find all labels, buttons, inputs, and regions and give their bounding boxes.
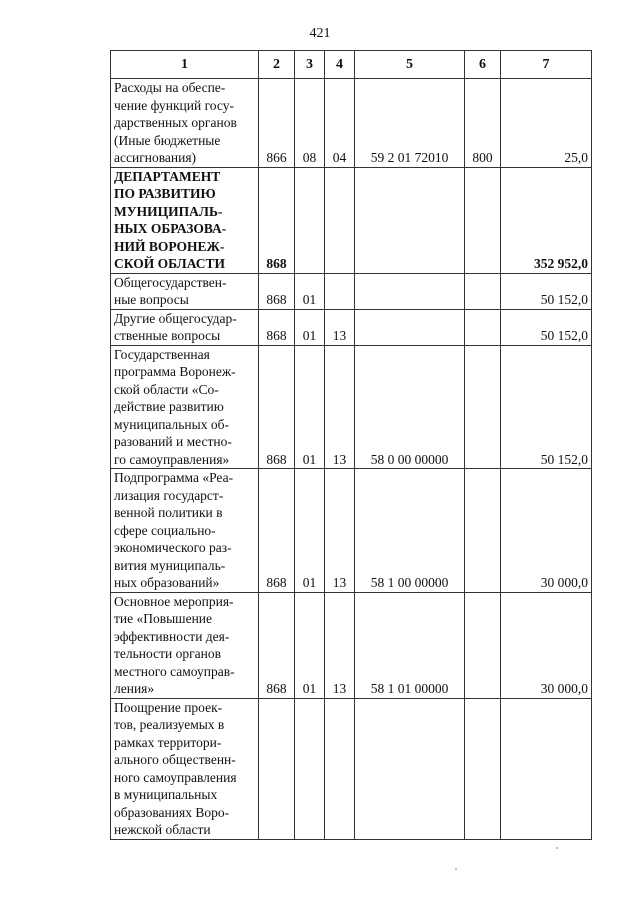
cell-amount: 50 152,0 xyxy=(501,273,592,309)
column-header-6: 6 xyxy=(465,51,501,79)
description-line: (Иные бюджетные xyxy=(114,132,221,148)
cell-target-item: 59 2 01 72010 xyxy=(355,79,465,168)
description-line: ления» xyxy=(114,681,155,696)
row-description xyxy=(111,592,259,698)
cell-amount: 30 000,0 xyxy=(501,469,592,593)
cell-amount xyxy=(501,698,592,839)
description-line: эффективности дея- xyxy=(114,628,230,644)
description-line: ДЕПАРТАМЕНТ xyxy=(114,168,221,184)
description-line: ного самоуправления xyxy=(114,769,237,785)
row-description xyxy=(111,698,259,839)
cell-amount: 30 000,0 xyxy=(501,592,592,698)
cell-subsection xyxy=(325,167,355,273)
description-line: образованиях Воро- xyxy=(114,804,230,820)
cell-ministry-code: 866 xyxy=(259,79,295,168)
description-line: венной политики в xyxy=(114,505,223,520)
cell-target-item xyxy=(355,273,465,309)
cell-ministry-code xyxy=(259,698,295,839)
description-line: тов, реализуемых в xyxy=(114,717,225,732)
cell-section xyxy=(295,167,325,273)
column-header-7: 7 xyxy=(501,51,592,79)
cell-expense-type xyxy=(465,273,501,309)
cell-target-item xyxy=(355,167,465,273)
description-line: дарственных органов xyxy=(114,115,237,130)
cell-expense-type xyxy=(465,167,501,273)
table-body xyxy=(111,79,592,840)
page-number: 421 xyxy=(309,26,331,41)
cell-target-item: 58 0 00 00000 xyxy=(355,345,465,469)
description-line: местного самоуправ- xyxy=(114,663,235,679)
table-row xyxy=(111,167,592,273)
column-header-2: 2 xyxy=(259,51,295,79)
column-header-3: 3 xyxy=(295,51,325,79)
cell-ministry-code: 868 xyxy=(259,167,295,273)
description-line: муниципальных об- xyxy=(114,416,229,432)
cell-section xyxy=(295,698,325,839)
table-row xyxy=(111,592,592,698)
table-row xyxy=(111,309,592,345)
cell-ministry-code: 868 xyxy=(259,469,295,593)
description-line: ных образований» xyxy=(114,575,220,590)
description-line: Подпрограмма «Реа- xyxy=(114,470,234,485)
description-line: Другие общегосудар- xyxy=(114,310,237,326)
scan-speck xyxy=(455,868,457,870)
column-header-4: 4 xyxy=(325,51,355,79)
cell-subsection: 04 xyxy=(325,79,355,168)
description-line: сфере социально- xyxy=(114,522,216,538)
cell-section: 08 xyxy=(295,79,325,168)
cell-subsection xyxy=(325,273,355,309)
cell-section: 01 xyxy=(295,592,325,698)
cell-expense-type xyxy=(465,592,501,698)
description-line: НЫХ ОБРАЗОВА- xyxy=(114,221,227,236)
budget-table xyxy=(110,50,592,840)
cell-target-item xyxy=(355,698,465,839)
description-line: действие развитию xyxy=(114,399,224,414)
table-row xyxy=(111,273,592,309)
description-line: разований и местно- xyxy=(114,434,232,449)
cell-expense-type xyxy=(465,469,501,593)
cell-subsection: 13 xyxy=(325,469,355,593)
cell-ministry-code: 868 xyxy=(259,592,295,698)
column-header-1: 1 xyxy=(111,51,259,79)
description-line: ассигнования) xyxy=(114,150,197,165)
table-row xyxy=(111,469,592,593)
description-line: Поощрение проек- xyxy=(114,699,223,715)
cell-ministry-code: 868 xyxy=(259,309,295,345)
description-line: рамках территори- xyxy=(114,734,222,750)
description-line: Государственная xyxy=(114,346,210,362)
description-line: го самоуправления» xyxy=(114,451,230,467)
cell-subsection: 13 xyxy=(325,309,355,345)
cell-section: 01 xyxy=(295,309,325,345)
cell-subsection: 13 xyxy=(325,345,355,469)
description-line: Расходы на обеспе- xyxy=(114,80,226,95)
description-line: нежской области xyxy=(114,822,211,837)
description-line: лизация государст- xyxy=(114,487,224,503)
cell-target-item: 58 1 01 00000 xyxy=(355,592,465,698)
cell-section: 01 xyxy=(295,345,325,469)
cell-target-item: 58 1 00 00000 xyxy=(355,469,465,593)
description-line: ской области «Со- xyxy=(114,381,219,397)
scan-speck xyxy=(556,847,558,849)
description-line: Основное мероприя- xyxy=(114,593,234,609)
row-description xyxy=(111,309,259,345)
description-line: ПО РАЗВИТИЮ xyxy=(114,186,216,201)
cell-expense-type xyxy=(465,309,501,345)
row-description xyxy=(111,469,259,593)
cell-subsection xyxy=(325,698,355,839)
description-line: вития муниципаль- xyxy=(114,557,226,573)
description-line: ального общественн- xyxy=(114,752,236,767)
description-line: Общегосударствен- xyxy=(114,274,227,290)
description-line: СКОЙ ОБЛАСТИ xyxy=(114,256,226,271)
row-description xyxy=(111,273,259,309)
row-description xyxy=(111,345,259,469)
description-line: МУНИЦИПАЛЬ- xyxy=(114,203,223,219)
cell-amount: 352 952,0 xyxy=(501,167,592,273)
column-header-5: 5 xyxy=(355,51,465,79)
description-line: чение функций госу- xyxy=(114,97,234,113)
cell-expense-type: 800 xyxy=(465,79,501,168)
cell-subsection: 13 xyxy=(325,592,355,698)
row-description xyxy=(111,167,259,273)
table-header-row xyxy=(111,51,592,79)
cell-amount: 50 152,0 xyxy=(501,309,592,345)
cell-ministry-code: 868 xyxy=(259,273,295,309)
table-row xyxy=(111,698,592,839)
description-line: экономического раз- xyxy=(114,540,232,555)
table-row xyxy=(111,79,592,168)
cell-expense-type xyxy=(465,698,501,839)
description-line: ственные вопросы xyxy=(114,328,221,343)
cell-amount: 25,0 xyxy=(501,79,592,168)
cell-section: 01 xyxy=(295,469,325,593)
description-line: тельности органов xyxy=(114,646,221,661)
table-row xyxy=(111,345,592,469)
cell-expense-type xyxy=(465,345,501,469)
cell-amount: 50 152,0 xyxy=(501,345,592,469)
description-line: тие «Повышение xyxy=(114,611,213,626)
description-line: ные вопросы xyxy=(114,292,189,307)
description-line: в муниципальных xyxy=(114,787,218,802)
row-description xyxy=(111,79,259,168)
description-line: программа Воронеж- xyxy=(114,364,236,379)
cell-section: 01 xyxy=(295,273,325,309)
cell-target-item xyxy=(355,309,465,345)
cell-ministry-code: 868 xyxy=(259,345,295,469)
description-line: НИЙ ВОРОНЕЖ- xyxy=(114,238,225,254)
